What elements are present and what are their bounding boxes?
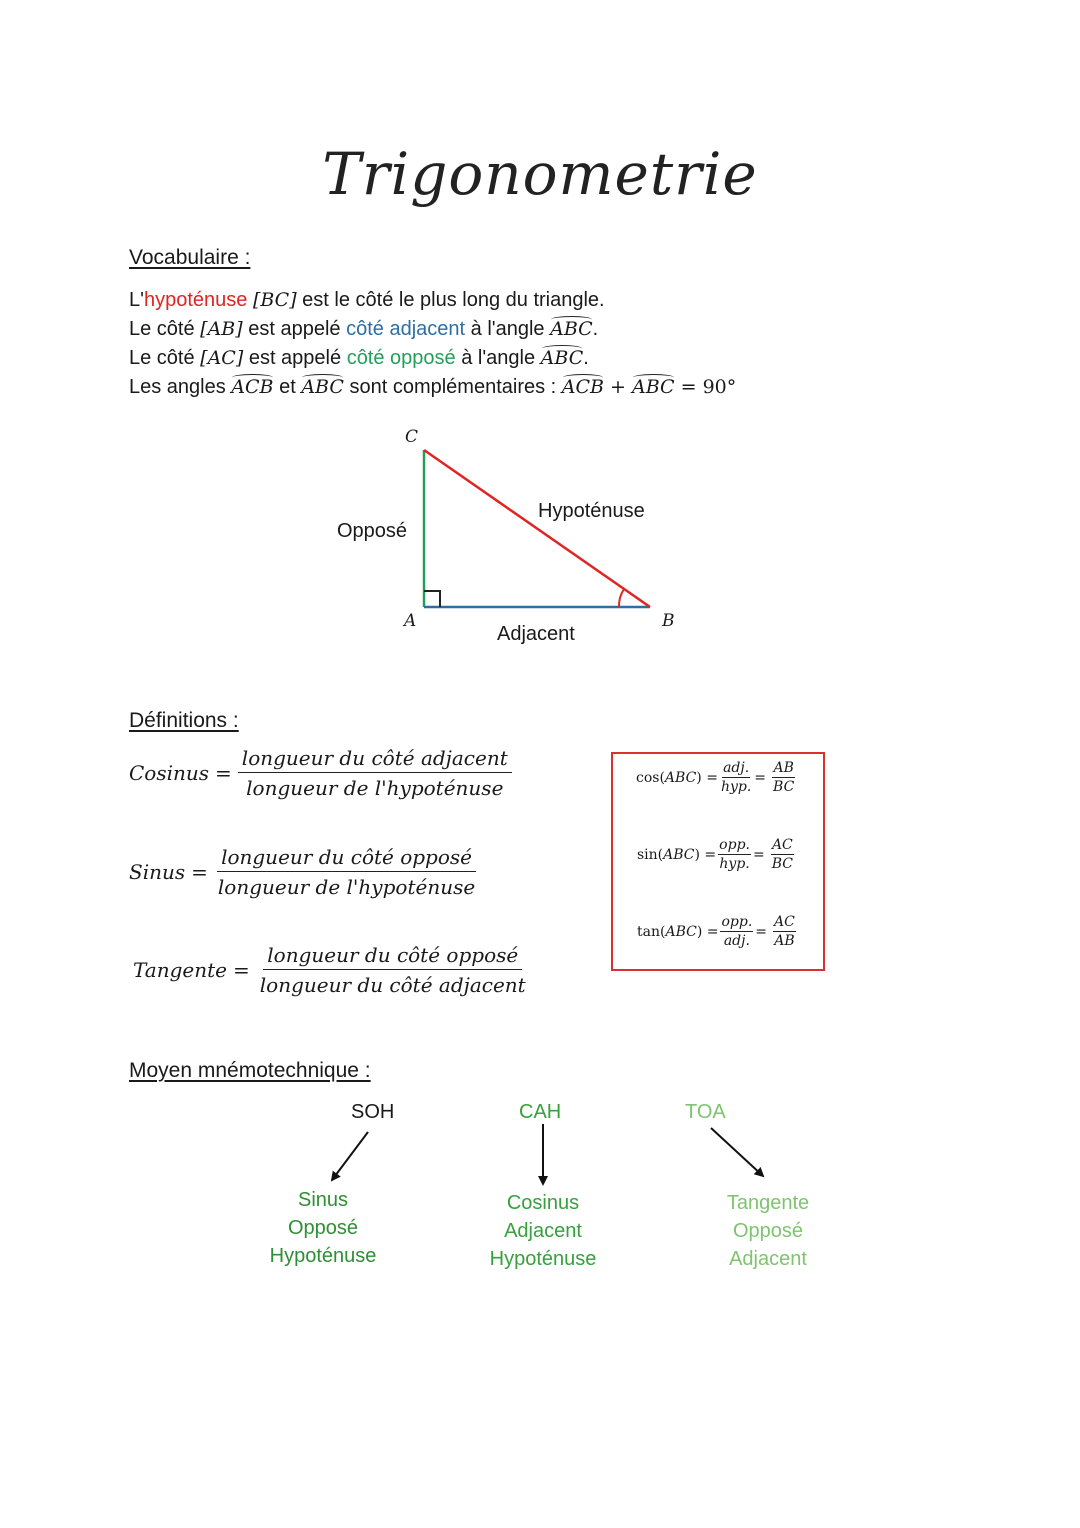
denominator: hyp. <box>720 779 752 795</box>
toa-expansion <box>688 1189 848 1273</box>
numerator: AC <box>771 837 793 853</box>
soh-line-1: Sinus <box>297 1189 349 1211</box>
sine-fraction <box>214 845 479 899</box>
plus-sign: + <box>604 376 633 398</box>
segment-ab: [AB] <box>200 318 243 340</box>
text: Les angles <box>129 376 232 398</box>
sine-name: Sinus <box>129 860 186 884</box>
angle-abc: ABC <box>301 376 344 398</box>
angle-abc: ABC <box>550 318 593 340</box>
ratio-segments <box>773 914 796 949</box>
cah-line-3: Hypoténuse <box>489 1248 597 1270</box>
text: à l'angle <box>465 318 551 340</box>
equals-sign: = <box>755 923 768 940</box>
numerator: longueur du côté adjacent <box>238 746 512 773</box>
denominator: longueur du côté adjacent <box>259 973 526 997</box>
right-triangle-diagram <box>0 0 1080 700</box>
vertex-a-label: A <box>404 611 417 631</box>
ratio-segments <box>771 837 794 872</box>
toa-line-1: Tangente <box>726 1192 810 1214</box>
hypotenuse-side <box>424 450 650 607</box>
cosine-name: Cosinus <box>129 761 210 785</box>
fn-open: cos( <box>636 769 665 786</box>
fn-close: ) = <box>696 769 718 786</box>
opposite-term: côté opposé <box>346 347 456 369</box>
angle-acb: ACB <box>561 376 605 398</box>
numerator: longueur du côté opposé <box>263 943 522 970</box>
text: sont complémentaires : <box>343 376 562 398</box>
hypotenuse-label: Hypoténuse <box>538 500 645 522</box>
text: est le côté le plus long du triangle. <box>296 289 605 311</box>
text: et <box>273 376 302 398</box>
denominator: hyp. <box>719 856 750 872</box>
tangent-name: Tangente <box>133 958 227 982</box>
fn-open: tan( <box>637 923 666 940</box>
equals-sign: = <box>754 769 767 786</box>
numerator: longueur du côté opposé <box>217 845 476 872</box>
soh-line-3: Hypoténuse <box>269 1245 377 1267</box>
sine-definition <box>129 845 479 899</box>
angle-b-arc <box>619 589 624 607</box>
fn-open: sin( <box>637 846 664 863</box>
ratio-words <box>718 837 751 872</box>
segment-bc: [BC] <box>252 289 297 311</box>
denominator: AB <box>774 933 795 949</box>
fn-arg: ABC <box>664 769 697 786</box>
toa-line-2: Opposé <box>732 1220 804 1242</box>
page-title: Trigonometrie <box>322 140 758 208</box>
soh-expansion <box>243 1186 403 1270</box>
denominator: adj. <box>723 933 750 949</box>
fn-close: ) = <box>694 846 717 863</box>
angle-abc: ABC <box>540 347 584 369</box>
toa-arrow-icon <box>711 1128 763 1176</box>
numerator: AC <box>774 914 795 930</box>
mnemonic-heading: Moyen mnémotechnique : <box>129 1059 371 1082</box>
cosine-definition <box>129 746 512 800</box>
segment-ac: [AC] <box>200 347 244 369</box>
ratio-words <box>720 914 753 949</box>
vertex-b-label: B <box>662 611 675 631</box>
angle-abc: ABC <box>632 376 675 398</box>
adjacent-label: Adjacent <box>497 623 575 645</box>
definitions-heading: Définitions : <box>129 709 239 732</box>
text: est appelé <box>242 318 347 340</box>
equals-sign: = <box>752 846 765 863</box>
toa-line-3: Adjacent <box>729 1248 807 1270</box>
soh-line-2: Opposé <box>287 1217 359 1239</box>
tan-formula <box>637 914 796 949</box>
cah-acronym: CAH <box>519 1101 562 1123</box>
cos-formula <box>636 760 795 795</box>
cah-line-2: Adjacent <box>504 1220 582 1242</box>
denominator: BC <box>773 779 795 795</box>
numerator: adj. <box>723 760 750 776</box>
equals-90: = 90° <box>674 376 737 398</box>
right-angle-marker <box>424 591 440 607</box>
text: . <box>583 347 589 369</box>
text: Le côté <box>129 347 201 369</box>
opposite-label: Opposé <box>337 520 408 542</box>
text: à l'angle <box>455 347 541 369</box>
soh-arrow-icon <box>332 1132 368 1180</box>
fn-arg: ABC <box>663 846 695 863</box>
soh-acronym: SOH <box>351 1101 395 1123</box>
denominator: BC <box>771 856 793 872</box>
numerator: opp. <box>721 914 753 930</box>
text: Le côté <box>129 318 201 340</box>
text: L' <box>129 289 144 311</box>
equals-sign: = <box>215 761 232 785</box>
fn-arg: ABC <box>665 923 697 940</box>
text: . <box>592 318 599 340</box>
ratio-segments <box>772 760 795 795</box>
vocabulary-heading: Vocabulaire : <box>129 246 251 269</box>
cah-expansion <box>463 1189 623 1273</box>
vertex-c-label: C <box>405 427 419 447</box>
toa-acronym: TOA <box>685 1101 726 1123</box>
denominator: longueur de l'hypoténuse <box>246 776 504 800</box>
ratio-words <box>720 760 752 795</box>
equals-sign: = <box>232 958 250 982</box>
angle-acb: ACB <box>231 376 274 398</box>
numerator: opp. <box>719 837 750 853</box>
numerator: AB <box>773 760 794 776</box>
cosine-fraction <box>238 746 512 800</box>
cah-line-1: Cosinus <box>506 1192 580 1214</box>
text: est appelé <box>243 347 347 369</box>
tangent-definition <box>133 943 530 997</box>
fn-close: ) = <box>696 923 719 940</box>
adjacent-term: côté adjacent <box>346 318 466 340</box>
equals-sign: = <box>191 860 208 884</box>
denominator: longueur de l'hypoténuse <box>217 875 476 899</box>
tangent-fraction <box>256 943 530 997</box>
sin-formula <box>637 837 794 872</box>
hypotenuse-term: hypoténuse <box>143 289 248 311</box>
